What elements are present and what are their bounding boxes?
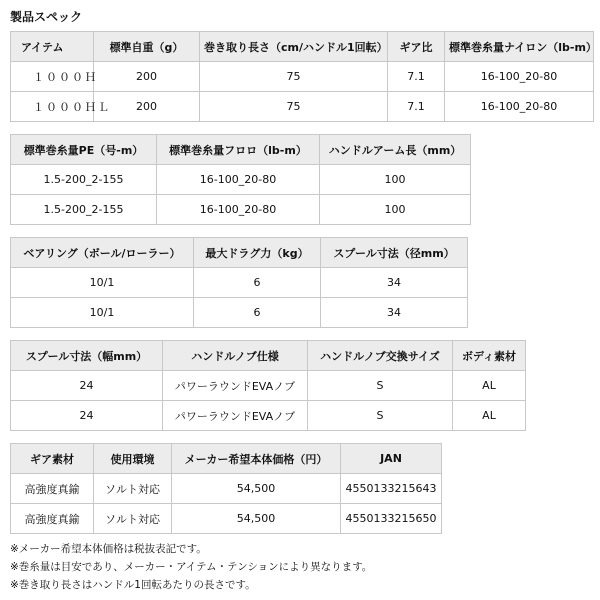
header-body-material: ボディ素材 [453, 341, 526, 371]
table-header-row [11, 32, 594, 62]
cell-bearings: 10/1 [11, 298, 194, 328]
header-nylon-capacity: 標準巻糸量ナイロン（lb-m） [445, 32, 594, 62]
table-header-row [11, 341, 526, 371]
table-header-row [11, 444, 442, 474]
cell-nylon-capacity: 16-100_20-80 [445, 62, 594, 92]
header-knob-spec: ハンドルノブ仕様 [163, 341, 308, 371]
footnote-price: ※メーカー希望本体価格は税抜表記です。 [10, 543, 207, 555]
header-item: アイテム [11, 32, 94, 62]
cell-pe-capacity: 1.5-200_2-155 [11, 165, 157, 195]
footnote-line-capacity: ※巻糸量は目安であり、メーカー・アイテム・テンションにより異なります。 [10, 561, 373, 573]
table-row [11, 474, 442, 504]
header-jan: JAN [341, 444, 442, 474]
cell-body-material: AL [453, 401, 526, 431]
spec-table-3 [10, 237, 468, 328]
spec-table-1 [10, 31, 597, 122]
header-fluoro-capacity: 標準巻糸量フロロ（lb-m） [157, 135, 320, 165]
footnote-retrieve-length: ※巻き取り長さはハンドル1回転あたりの長さです。 [10, 579, 256, 591]
table-row [11, 195, 471, 225]
cell-weight: 200 [94, 62, 200, 92]
header-price: メーカー希望本体価格（円） [172, 444, 341, 474]
cell-retrieve-length: 75 [200, 62, 388, 92]
header-bearings: ベアリング（ボール/ローラー） [11, 238, 194, 268]
cell-retrieve-length: 75 [200, 92, 388, 122]
table-row [11, 62, 594, 92]
cell-gear-ratio: 7.1 [388, 92, 445, 122]
table-row [11, 371, 526, 401]
table-row [11, 92, 594, 122]
cell-body-material: AL [453, 371, 526, 401]
cell-spool-diameter: 34 [321, 268, 468, 298]
header-weight: 標準自重（g） [94, 32, 200, 62]
cell-weight: 200 [94, 92, 200, 122]
cell-handle-length: 100 [320, 195, 471, 225]
cell-fluoro-capacity: 16-100_20-80 [157, 165, 320, 195]
cell-fluoro-capacity: 16-100_20-80 [157, 195, 320, 225]
cell-jan: 4550133215643 [341, 474, 442, 504]
spec-table-4 [10, 340, 526, 431]
header-gear-material: ギア素材 [11, 444, 94, 474]
table-row [11, 504, 442, 534]
header-max-drag: 最大ドラグ力（kg） [194, 238, 321, 268]
cell-spool-diameter: 34 [321, 298, 468, 328]
table-header-row [11, 135, 471, 165]
cell-knob-spec: パワーラウンドEVAノブ [163, 401, 308, 431]
header-environment: 使用環境 [94, 444, 172, 474]
header-spool-diameter: スプール寸法（径mm） [321, 238, 468, 268]
cell-max-drag: 6 [194, 268, 321, 298]
cell-handle-length: 100 [320, 165, 471, 195]
spec-table-5 [10, 443, 442, 534]
cell-item: １０００ＨＬ [11, 92, 94, 122]
cell-price: 54,500 [172, 474, 341, 504]
cell-max-drag: 6 [194, 298, 321, 328]
header-gear-ratio: ギア比 [388, 32, 445, 62]
cell-gear-material: 高強度真鍮 [11, 474, 94, 504]
table-header-row [11, 238, 468, 268]
table-row [11, 268, 468, 298]
cell-knob-size: S [308, 401, 453, 431]
cell-pe-capacity: 1.5-200_2-155 [11, 195, 157, 225]
spec-table-2 [10, 134, 471, 225]
table-row [11, 298, 468, 328]
cell-knob-spec: パワーラウンドEVAノブ [163, 371, 308, 401]
table-row [11, 401, 526, 431]
cell-jan: 4550133215650 [341, 504, 442, 534]
cell-environment: ソルト対応 [94, 474, 172, 504]
header-retrieve-length: 巻き取り長さ（cm/ハンドル1回転） [200, 32, 388, 62]
header-knob-size: ハンドルノブ交換サイズ [308, 341, 453, 371]
cell-spool-width: 24 [11, 401, 163, 431]
cell-price: 54,500 [172, 504, 341, 534]
cell-bearings: 10/1 [11, 268, 194, 298]
cell-environment: ソルト対応 [94, 504, 172, 534]
header-pe-capacity: 標準巻糸量PE（号-m） [11, 135, 157, 165]
cell-gear-material: 高強度真鍮 [11, 504, 94, 534]
header-spool-width: スプール寸法（幅mm） [11, 341, 163, 371]
cell-spool-width: 24 [11, 371, 163, 401]
header-handle-length: ハンドルアーム長（mm） [320, 135, 471, 165]
page-title: 製品スペック [10, 10, 83, 24]
cell-item: １０００Ｈ [11, 62, 94, 92]
footnotes [10, 540, 372, 594]
cell-nylon-capacity: 16-100_20-80 [445, 92, 594, 122]
cell-knob-size: S [308, 371, 453, 401]
table-row [11, 165, 471, 195]
cell-gear-ratio: 7.1 [388, 62, 445, 92]
